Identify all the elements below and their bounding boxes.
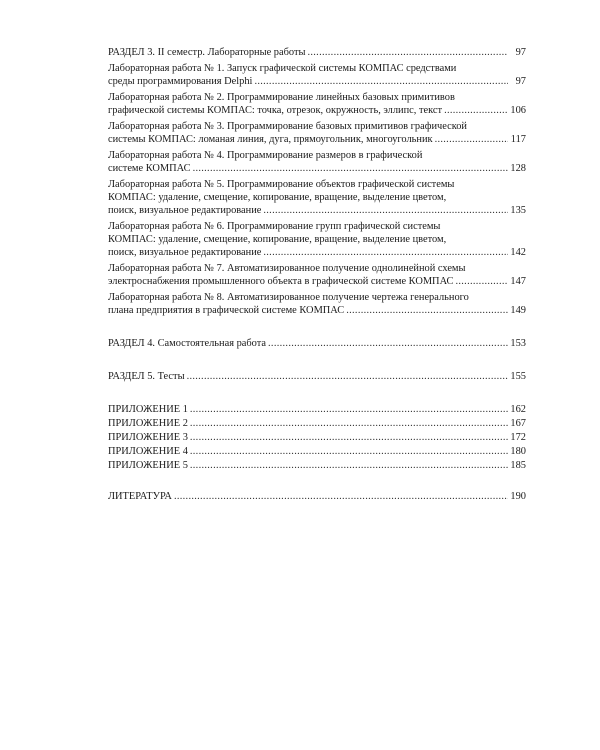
toc-entry-title: ПРИЛОЖЕНИЕ 5 <box>108 460 188 471</box>
toc-entry-title-cont: системе КОМПАС <box>108 163 191 174</box>
toc-entry-title: ПРИЛОЖЕНИЕ 4 <box>108 446 188 457</box>
toc-entry-literature[interactable] <box>108 490 526 503</box>
spacer <box>108 386 526 403</box>
table-of-contents <box>108 46 526 506</box>
toc-line <box>108 75 526 88</box>
leader-dots <box>455 275 508 288</box>
toc-page-number: 97 <box>515 76 526 87</box>
toc-page-number: 97 <box>515 47 526 58</box>
toc-entry-title: Лабораторная работа № 6. Программирование групп графической системы <box>108 221 441 232</box>
leader-dots <box>187 370 508 383</box>
leader-dots <box>346 304 508 317</box>
toc-line <box>108 403 526 416</box>
toc-entry-title: Лабораторная работа № 8. Автоматизированное получение чертежа генерального <box>108 292 469 303</box>
toc-entry-title: РАЗДЕЛ 5. Тесты <box>108 371 185 382</box>
toc-line <box>108 133 526 146</box>
toc-page-number: 172 <box>510 432 526 443</box>
spacer <box>108 473 526 490</box>
toc-page-number: 185 <box>510 460 526 471</box>
toc-line <box>108 370 526 383</box>
toc-entry-title: ПРИЛОЖЕНИЕ 1 <box>108 404 188 415</box>
leader-dots <box>268 337 508 350</box>
toc-page-number: 190 <box>510 491 526 502</box>
toc-entry-title: ПРИЛОЖЕНИЕ 3 <box>108 432 188 443</box>
leader-dots <box>174 490 508 503</box>
toc-page-number: 153 <box>510 338 526 349</box>
toc-page-number: 155 <box>510 371 526 382</box>
leader-dots <box>190 417 508 430</box>
toc-entry-section-4[interactable] <box>108 337 526 350</box>
toc-line <box>108 417 526 430</box>
leader-dots <box>263 246 508 259</box>
leader-dots <box>444 104 508 117</box>
toc-line <box>108 304 526 317</box>
toc-page-number: 149 <box>510 305 526 316</box>
spacer <box>108 353 526 370</box>
toc-entry-lab-5[interactable] <box>108 178 526 217</box>
toc-entry-title: Лабораторная работа № 4. Программирование размеров в графической <box>108 150 423 161</box>
toc-line <box>108 275 526 288</box>
leader-dots <box>263 204 508 217</box>
toc-entry-title: ЛИТЕРАТУРА <box>108 491 172 502</box>
toc-entry-title-cont: плана предприятия в графической системе КОМПАС <box>108 305 345 316</box>
toc-entry-title: Лабораторная работа № 5. Программирование объектов графической системы <box>108 179 455 190</box>
toc-page-number: 117 <box>510 134 526 145</box>
leader-dots <box>190 403 508 416</box>
toc-entry-lab-4[interactable] <box>108 149 526 175</box>
toc-entry-title-cont: поиск, визуальное редактирование <box>108 205 262 216</box>
toc-entry-title: ПРИЛОЖЕНИЕ 2 <box>108 418 188 429</box>
toc-entry-title: Лабораторная работа № 1. Запуск графической системы КОМПАС средствами <box>108 63 457 74</box>
leader-dots <box>254 75 508 88</box>
toc-line <box>108 445 526 458</box>
toc-entry-title-cont: графической системы КОМПАС: точка, отрезок, окружность, эллипс, текст <box>108 105 443 116</box>
toc-page-number: 128 <box>510 163 526 174</box>
toc-entry-title: Лабораторная работа № 2. Программирование линейных базовых примитивов <box>108 92 455 103</box>
toc-line <box>108 459 526 472</box>
spacer <box>108 320 526 337</box>
toc-line <box>108 490 526 503</box>
toc-entry-title: Лабораторная работа № 7. Автоматизированное получение однолинейной схемы <box>108 263 466 274</box>
toc-entry-appendix-2[interactable] <box>108 417 526 430</box>
toc-entry-title-cont: КОМПАС: удаление, смещение, копирование, вращение, выделение цветом, <box>108 234 447 245</box>
toc-page-number: 142 <box>510 247 526 258</box>
toc-entry-lab-3[interactable] <box>108 120 526 146</box>
toc-line <box>108 246 526 259</box>
toc-page-number: 135 <box>510 205 526 216</box>
toc-entry-section-3[interactable] <box>108 46 526 59</box>
toc-entry-title-cont: электроснабжения промышленного объекта в графической системе КОМПАС <box>108 276 454 287</box>
toc-entry-lab-7[interactable] <box>108 262 526 288</box>
toc-line <box>108 162 526 175</box>
toc-entry-title-cont: КОМПАС: удаление, смещение, копирование, вращение, выделение цветом, <box>108 192 447 203</box>
toc-entry-title: Лабораторная работа № 3. Программирование базовых примитивов графической <box>108 121 467 132</box>
toc-entry-lab-6[interactable] <box>108 220 526 259</box>
toc-entry-lab-2[interactable] <box>108 91 526 117</box>
toc-page-number: 162 <box>510 404 526 415</box>
toc-entry-appendix-1[interactable] <box>108 403 526 416</box>
toc-page-number: 106 <box>510 105 526 116</box>
toc-line <box>108 46 526 59</box>
leader-dots <box>193 162 508 175</box>
toc-line <box>108 337 526 350</box>
toc-entry-title-cont: поиск, визуальное редактирование <box>108 247 262 258</box>
toc-entry-lab-8[interactable] <box>108 291 526 317</box>
toc-entry-lab-1[interactable] <box>108 62 526 88</box>
toc-page-number: 180 <box>510 446 526 457</box>
toc-page-number: 167 <box>510 418 526 429</box>
leader-dots <box>190 431 508 444</box>
toc-entry-title-cont: среды программирования Delphi <box>108 76 253 87</box>
toc-entry-title: РАЗДЕЛ 4. Самостоятельная работа <box>108 338 267 349</box>
toc-line <box>108 204 526 217</box>
leader-dots <box>190 445 508 458</box>
leader-dots <box>435 133 508 146</box>
toc-entry-section-5[interactable] <box>108 370 526 383</box>
toc-entry-appendix-5[interactable] <box>108 459 526 472</box>
leader-dots <box>307 46 508 59</box>
toc-line <box>108 431 526 444</box>
toc-entry-appendix-4[interactable] <box>108 445 526 458</box>
toc-entry-title-cont: системы КОМПАС: ломаная линия, дуга, прямоугольник, многоугольник <box>108 134 433 145</box>
leader-dots <box>190 459 508 472</box>
toc-line <box>108 104 526 117</box>
toc-entry-title: РАЗДЕЛ 3. II семестр. Лабораторные работы <box>108 47 306 58</box>
toc-page-number: 147 <box>510 276 526 287</box>
toc-entry-appendix-3[interactable] <box>108 431 526 444</box>
